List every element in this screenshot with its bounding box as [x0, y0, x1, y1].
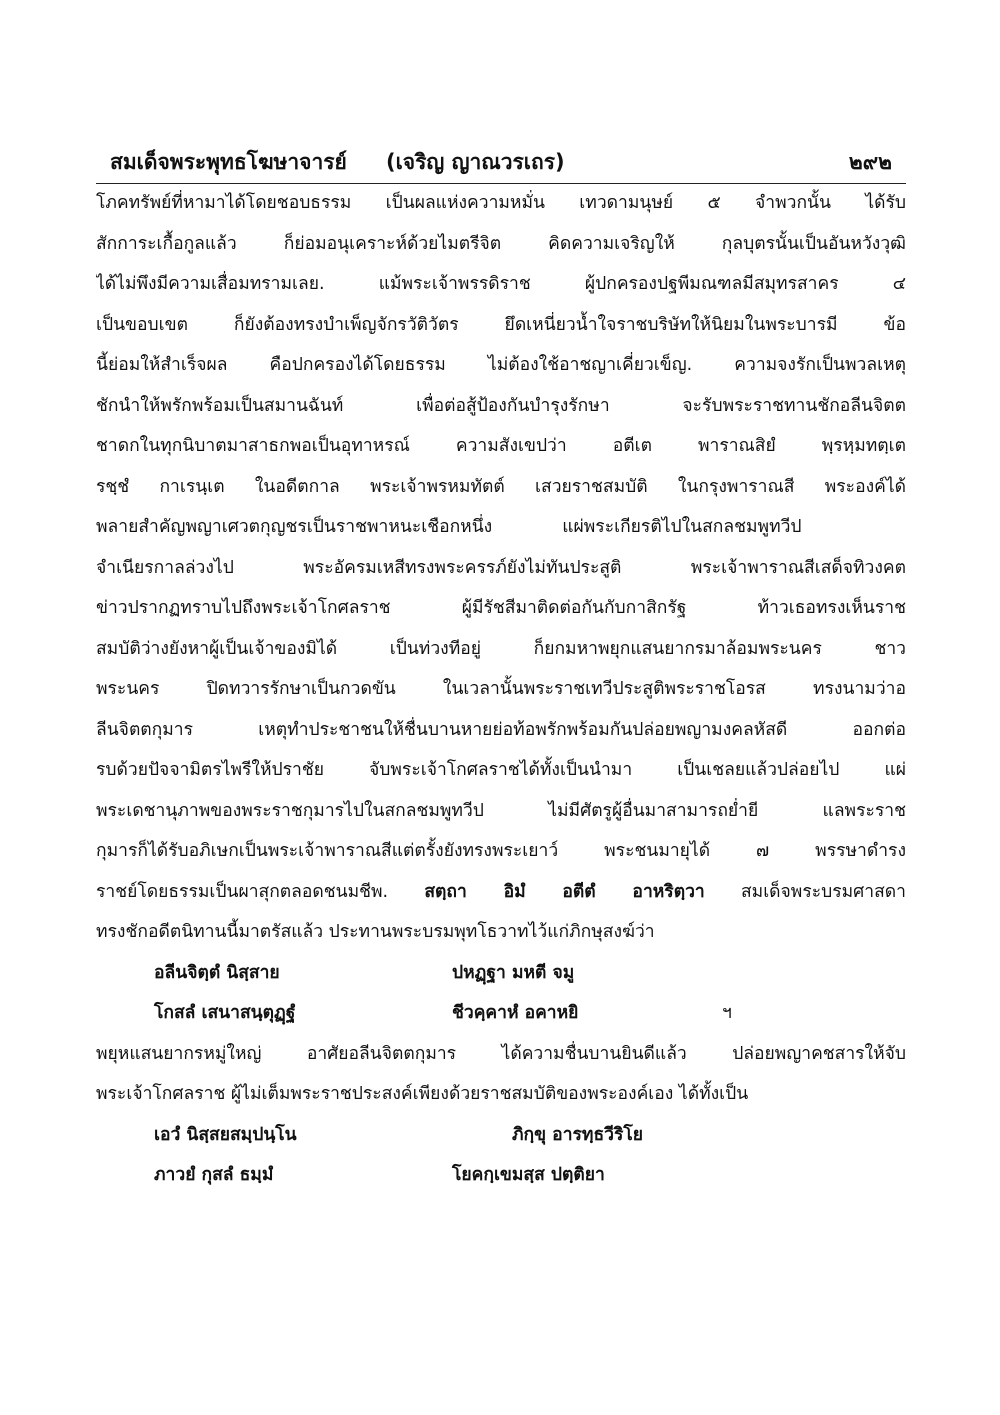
text-line: ได้ไม่พึงมีความเสื่อมทรามเลย. แม้พระเจ้าพรรดิราช ผู้ปกครองปฐพีมณฑลมีสมุทรสาคร ๔ — [96, 274, 906, 294]
text-segment: สมเด็จพระบรมศาสดา — [740, 881, 906, 902]
text-line: พยุหแสนยากรหมู่ใหญ่ อาศัยอลีนจิตตกุมาร ได้ความชื่นบานยินดีแล้ว ปล่อยพญาคชสารให้จับ — [96, 1043, 906, 1064]
verse-half: โยคกฺเขมสฺส ปตฺติยา — [452, 1165, 605, 1185]
text-line: ชาดกในทุกนิบาตมาสาธกพอเป็นอุทาหรณ์ ความสังเขปว่า อตีเต พาราณสิยํ พฺรหฺมทตฺเต — [96, 436, 906, 456]
verse-half: อลีนจิตฺตํ นิสฺสาย — [154, 962, 280, 983]
text-line: กุมารก็ได้รับอภิเษกเป็นพระเจ้าพาราณสีแต่ตรั้งยังทรงพระเยาว์ พระชนมายุได้ ๗ พรรษาดำรง — [96, 841, 906, 861]
verse-half: ปหฏฺฐา มหตี จมู — [452, 962, 575, 983]
text-line: รชฺชํ กาเรนฺเต ในอดีตกาล พระเจ้าพรหมทัตต์ เสวยราชสมบัติ ในกรุงพาราณสี พระองค์ได้ — [96, 476, 906, 497]
text-line: ลีนจิตตกุมาร เหตุทำประชาชนให้ชื่นบานหายย่อท้อพรักพร้อมกันปล่อยพญามงคลหัสดี ออกต่อ — [96, 719, 906, 740]
body-text — [96, 184, 906, 1197]
verse-line — [96, 994, 906, 1035]
verse-line — [96, 1156, 906, 1197]
verse-half: ภิกฺขุ อารทฺธวีริโย — [512, 1124, 644, 1145]
text-line: ข่าวปรากฏทราบไปถึงพระเจ้าโกศลราช ผู้มีรัชสีมาติดต่อกันกับกาสิกรัฐ ท้าวเธอทรงเห็นราช — [96, 598, 906, 618]
running-subtitle: (เจริญ ญาณวรเถร) — [386, 150, 565, 174]
text-line: ทรงชักอดีตนิทานนี้มาตรัสแล้ว ประทานพระบรมพุทโธวาทไว้แก่ภิกษุสงฆ์ว่า — [96, 922, 655, 942]
text-line: ชักนำให้พรักพร้อมเป็นสมานฉันท์ เพื่อต่อสู้ป้องกันบำรุงรักษา จะรับพระราชทานชักอลีนจิตต — [96, 395, 906, 416]
verse-line — [96, 954, 906, 995]
text-line: สมบัติว่างยังหาผู้เป็นเจ้าของมิได้ เป็นท่วงทีอยู่ ก็ยกมหาพยุกแสนยากรมาล้อมพระนคร ชาว — [96, 638, 906, 659]
text-line: พระนคร ปิดทวารรักษาเป็นกวดขัน ในเวลานั้นพระราชเทวีประสูติพระราชโอรส ทรงนามว่าอ — [96, 679, 906, 699]
text-line: สักการะเกื้อกูลแล้ว ก็ย่อมอนุเคราะห์ด้วยไมตรีจิต คิดความเจริญให้ กุลบุตรนั้นเป็นอันหวังวุฒิ — [96, 233, 906, 254]
pali-quote: สตฺถา อิมํ อตีตํ อาหริตฺวา — [424, 881, 705, 902]
text-line: จำเนียรกาลล่วงไป พระอัครมเหสีทรงพระครรภ์ยังไม่ทันประสูติ พระเจ้าพาราณสีเสด็จทิวงคต — [96, 557, 906, 578]
text-segment: แผ่พระเกียรติไปในสกลชมพูทวีป — [562, 517, 802, 537]
text-line — [96, 508, 906, 549]
verse-line — [96, 1116, 906, 1157]
text-line: พระเดชานุภาพของพระราชกุมารไปในสกลชมพูทวีป ไม่มีศัตรูผู้อื่นมาสามารถย่ำยี แลพระราช — [96, 800, 906, 821]
verse-half: เอวํ นิสฺสยสมฺปนฺโน — [154, 1124, 297, 1145]
text-segment: ราชย์โดยธรรมเป็นผาสุกตลอดชนมชีพ. — [96, 881, 389, 902]
text-line — [96, 873, 906, 914]
text-line: พระเจ้าโกศลราช ผู้ไม่เต็มพระราชประสงค์เพียงด้วยราชสมบัติของพระองค์เอง ได้ทั้งเป็น — [96, 1084, 749, 1104]
page-number: ๒๙๒ — [848, 150, 892, 174]
verse-end-mark: ฯ — [722, 1003, 732, 1023]
text-line: นี้ย่อมให้สำเร็จผล คือปกครองได้โดยธรรม ไม่ต้องใช้อาชญาเคี่ยวเข็ญ. ความจงรักเป็นพวลเหตุ — [96, 355, 906, 375]
page-header — [96, 146, 906, 180]
verse-half: ชีวคฺคาหํ อคาหยิ — [452, 1003, 579, 1023]
text-line: รบด้วยปัจจามิตรไพรีให้ปราชัย จับพระเจ้าโกศลราชได้ทั้งเป็นนำมา เป็นเชลยแล้วปล่อยไป แผ่ — [96, 760, 906, 780]
verse-half: โกสลํ เสนาสนฺตุฏฺฐํ — [154, 1003, 296, 1023]
running-title: สมเด็จพระพุทธโฆษาจารย์ — [110, 150, 347, 174]
verse-half: ภาวยํ กุสลํ ธมฺมํ — [154, 1165, 274, 1185]
text-segment: พลายสำคัญพญาเศวตกุญชรเป็นราชพาหนะเชือกหนึ่ง — [96, 517, 493, 537]
text-line: เป็นขอบเขต ก็ยังต้องทรงบำเพ็ญจักรวัติวัตร ยึดเหนี่ยวน้ำใจราชบริษัทให้นิยมในพระบารมี ข้อ — [96, 314, 906, 335]
text-line: โภคทรัพย์ที่หามาได้โดยชอบธรรม เป็นผลแห่งความหมั่น เทวดามนุษย์ ๕ จำพวกนั้น ได้รับ — [96, 193, 906, 213]
